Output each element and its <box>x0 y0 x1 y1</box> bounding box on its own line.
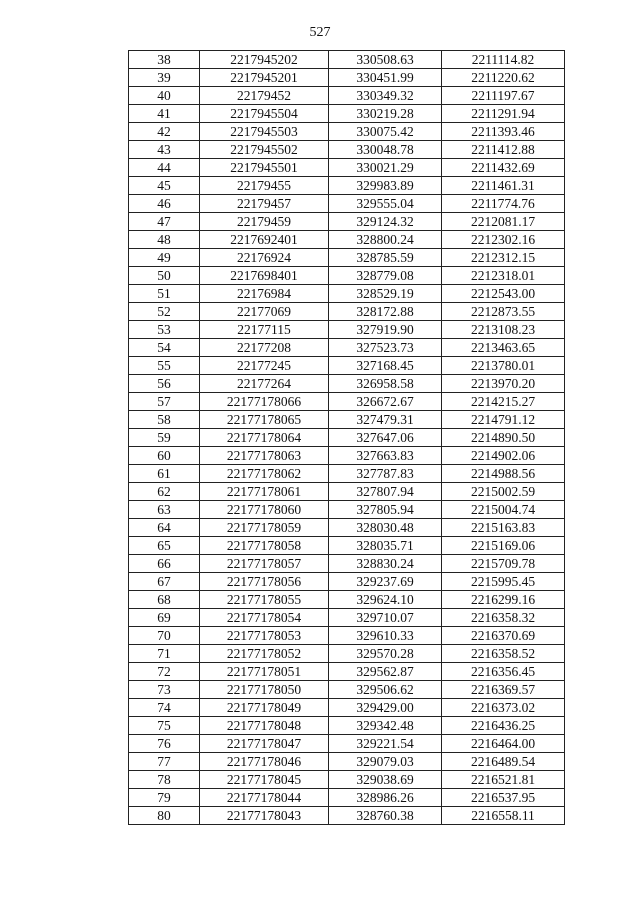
table-row <box>129 339 565 357</box>
point-id-cell: 22177178062 <box>200 465 329 483</box>
coordinates-table <box>128 50 565 825</box>
y-coordinate-cell: 2211220.62 <box>442 69 565 87</box>
point-id-cell: 2217692401 <box>200 231 329 249</box>
table-row <box>129 537 565 555</box>
y-coordinate-cell: 2212312.15 <box>442 249 565 267</box>
point-id-cell: 22177178057 <box>200 555 329 573</box>
point-id-cell: 22176924 <box>200 249 329 267</box>
point-id-cell: 22176984 <box>200 285 329 303</box>
point-number-cell: 47 <box>129 213 200 231</box>
table-row <box>129 753 565 771</box>
x-coordinate-cell: 327663.83 <box>329 447 442 465</box>
y-coordinate-cell: 2216537.95 <box>442 789 565 807</box>
table-row <box>129 465 565 483</box>
table-row <box>129 789 565 807</box>
y-coordinate-cell: 2211432.69 <box>442 159 565 177</box>
x-coordinate-cell: 329237.69 <box>329 573 442 591</box>
table-row <box>129 105 565 123</box>
x-coordinate-cell: 327168.45 <box>329 357 442 375</box>
y-coordinate-cell: 2212873.55 <box>442 303 565 321</box>
x-coordinate-cell: 327787.83 <box>329 465 442 483</box>
point-number-cell: 44 <box>129 159 200 177</box>
point-id-cell: 2217945202 <box>200 51 329 69</box>
point-number-cell: 65 <box>129 537 200 555</box>
y-coordinate-cell: 2216356.45 <box>442 663 565 681</box>
table-row <box>129 411 565 429</box>
point-id-cell: 2217945501 <box>200 159 329 177</box>
x-coordinate-cell: 329983.89 <box>329 177 442 195</box>
point-number-cell: 76 <box>129 735 200 753</box>
x-coordinate-cell: 329710.07 <box>329 609 442 627</box>
table-row <box>129 231 565 249</box>
table-row <box>129 645 565 663</box>
point-id-cell: 22177178056 <box>200 573 329 591</box>
point-number-cell: 40 <box>129 87 200 105</box>
y-coordinate-cell: 2215002.59 <box>442 483 565 501</box>
point-id-cell: 22177178059 <box>200 519 329 537</box>
y-coordinate-cell: 2216370.69 <box>442 627 565 645</box>
y-coordinate-cell: 2216358.32 <box>442 609 565 627</box>
table-row <box>129 195 565 213</box>
point-number-cell: 80 <box>129 807 200 825</box>
x-coordinate-cell: 326672.67 <box>329 393 442 411</box>
point-id-cell: 22177178053 <box>200 627 329 645</box>
point-id-cell: 22177115 <box>200 321 329 339</box>
point-number-cell: 46 <box>129 195 200 213</box>
point-number-cell: 50 <box>129 267 200 285</box>
point-id-cell: 22177178043 <box>200 807 329 825</box>
table-row <box>129 807 565 825</box>
x-coordinate-cell: 327807.94 <box>329 483 442 501</box>
table-row <box>129 285 565 303</box>
y-coordinate-cell: 2214791.12 <box>442 411 565 429</box>
point-number-cell: 68 <box>129 591 200 609</box>
y-coordinate-cell: 2214902.06 <box>442 447 565 465</box>
table-row <box>129 663 565 681</box>
point-number-cell: 62 <box>129 483 200 501</box>
point-number-cell: 77 <box>129 753 200 771</box>
y-coordinate-cell: 2211393.46 <box>442 123 565 141</box>
table-row <box>129 141 565 159</box>
table-row <box>129 483 565 501</box>
table-row <box>129 735 565 753</box>
page-number: 527 <box>309 25 331 40</box>
point-id-cell: 22177069 <box>200 303 329 321</box>
table-row <box>129 771 565 789</box>
y-coordinate-cell: 2214988.56 <box>442 465 565 483</box>
point-id-cell: 22177178064 <box>200 429 329 447</box>
x-coordinate-cell: 327479.31 <box>329 411 442 429</box>
x-coordinate-cell: 328800.24 <box>329 231 442 249</box>
point-number-cell: 43 <box>129 141 200 159</box>
point-id-cell: 22177178061 <box>200 483 329 501</box>
table-row <box>129 447 565 465</box>
table-row <box>129 555 565 573</box>
point-number-cell: 58 <box>129 411 200 429</box>
y-coordinate-cell: 2211774.76 <box>442 195 565 213</box>
point-number-cell: 67 <box>129 573 200 591</box>
x-coordinate-cell: 327647.06 <box>329 429 442 447</box>
table-row <box>129 519 565 537</box>
y-coordinate-cell: 2212302.16 <box>442 231 565 249</box>
point-number-cell: 42 <box>129 123 200 141</box>
point-id-cell: 22177178054 <box>200 609 329 627</box>
point-number-cell: 71 <box>129 645 200 663</box>
y-coordinate-cell: 2211412.88 <box>442 141 565 159</box>
y-coordinate-cell: 2211461.31 <box>442 177 565 195</box>
x-coordinate-cell: 330075.42 <box>329 123 442 141</box>
point-id-cell: 2217945201 <box>200 69 329 87</box>
point-number-cell: 72 <box>129 663 200 681</box>
point-id-cell: 2217698401 <box>200 267 329 285</box>
point-id-cell: 22179455 <box>200 177 329 195</box>
point-number-cell: 51 <box>129 285 200 303</box>
table-row <box>129 609 565 627</box>
point-id-cell: 22177178046 <box>200 753 329 771</box>
point-number-cell: 45 <box>129 177 200 195</box>
y-coordinate-cell: 2212081.17 <box>442 213 565 231</box>
table-row <box>129 249 565 267</box>
y-coordinate-cell: 2211197.67 <box>442 87 565 105</box>
point-number-cell: 78 <box>129 771 200 789</box>
x-coordinate-cell: 329221.54 <box>329 735 442 753</box>
table-row <box>129 681 565 699</box>
y-coordinate-cell: 2215709.78 <box>442 555 565 573</box>
point-number-cell: 73 <box>129 681 200 699</box>
point-id-cell: 22179459 <box>200 213 329 231</box>
point-number-cell: 70 <box>129 627 200 645</box>
table-row <box>129 123 565 141</box>
point-id-cell: 22177264 <box>200 375 329 393</box>
y-coordinate-cell: 2216358.52 <box>442 645 565 663</box>
point-number-cell: 61 <box>129 465 200 483</box>
y-coordinate-cell: 2215004.74 <box>442 501 565 519</box>
point-id-cell: 22177178066 <box>200 393 329 411</box>
point-number-cell: 59 <box>129 429 200 447</box>
x-coordinate-cell: 328035.71 <box>329 537 442 555</box>
table-row <box>129 177 565 195</box>
x-coordinate-cell: 327523.73 <box>329 339 442 357</box>
table-row <box>129 357 565 375</box>
point-number-cell: 39 <box>129 69 200 87</box>
y-coordinate-cell: 2215995.45 <box>442 573 565 591</box>
y-coordinate-cell: 2216369.57 <box>442 681 565 699</box>
point-id-cell: 22177178050 <box>200 681 329 699</box>
point-id-cell: 2217945502 <box>200 141 329 159</box>
y-coordinate-cell: 2213970.20 <box>442 375 565 393</box>
table-row <box>129 303 565 321</box>
point-number-cell: 38 <box>129 51 200 69</box>
point-id-cell: 22177178051 <box>200 663 329 681</box>
table-body <box>129 51 565 825</box>
y-coordinate-cell: 2216373.02 <box>442 699 565 717</box>
y-coordinate-cell: 2213780.01 <box>442 357 565 375</box>
point-number-cell: 52 <box>129 303 200 321</box>
x-coordinate-cell: 330508.63 <box>329 51 442 69</box>
table-row <box>129 393 565 411</box>
x-coordinate-cell: 329506.62 <box>329 681 442 699</box>
x-coordinate-cell: 329610.33 <box>329 627 442 645</box>
x-coordinate-cell: 328830.24 <box>329 555 442 573</box>
table-row <box>129 717 565 735</box>
x-coordinate-cell: 329038.69 <box>329 771 442 789</box>
point-id-cell: 22179452 <box>200 87 329 105</box>
y-coordinate-cell: 2212318.01 <box>442 267 565 285</box>
y-coordinate-cell: 2216299.16 <box>442 591 565 609</box>
point-number-cell: 69 <box>129 609 200 627</box>
x-coordinate-cell: 329429.00 <box>329 699 442 717</box>
point-id-cell: 22179457 <box>200 195 329 213</box>
point-number-cell: 57 <box>129 393 200 411</box>
y-coordinate-cell: 2214890.50 <box>442 429 565 447</box>
point-id-cell: 22177178045 <box>200 771 329 789</box>
point-number-cell: 63 <box>129 501 200 519</box>
y-coordinate-cell: 2211291.94 <box>442 105 565 123</box>
table-row <box>129 699 565 717</box>
point-number-cell: 64 <box>129 519 200 537</box>
point-number-cell: 79 <box>129 789 200 807</box>
point-number-cell: 41 <box>129 105 200 123</box>
table-row <box>129 267 565 285</box>
y-coordinate-cell: 2216521.81 <box>442 771 565 789</box>
table-row <box>129 69 565 87</box>
x-coordinate-cell: 328779.08 <box>329 267 442 285</box>
x-coordinate-cell: 329124.32 <box>329 213 442 231</box>
x-coordinate-cell: 328172.88 <box>329 303 442 321</box>
point-id-cell: 22177178060 <box>200 501 329 519</box>
x-coordinate-cell: 330048.78 <box>329 141 442 159</box>
x-coordinate-cell: 328760.38 <box>329 807 442 825</box>
x-coordinate-cell: 330021.29 <box>329 159 442 177</box>
x-coordinate-cell: 326958.58 <box>329 375 442 393</box>
y-coordinate-cell: 2216436.25 <box>442 717 565 735</box>
x-coordinate-cell: 327919.90 <box>329 321 442 339</box>
table-row <box>129 591 565 609</box>
point-number-cell: 53 <box>129 321 200 339</box>
point-number-cell: 75 <box>129 717 200 735</box>
point-number-cell: 66 <box>129 555 200 573</box>
y-coordinate-cell: 2216464.00 <box>442 735 565 753</box>
point-id-cell: 22177178047 <box>200 735 329 753</box>
y-coordinate-cell: 2213108.23 <box>442 321 565 339</box>
x-coordinate-cell: 327805.94 <box>329 501 442 519</box>
table-row <box>129 159 565 177</box>
table-row <box>129 213 565 231</box>
x-coordinate-cell: 329555.04 <box>329 195 442 213</box>
point-id-cell: 22177208 <box>200 339 329 357</box>
point-id-cell: 22177245 <box>200 357 329 375</box>
point-number-cell: 55 <box>129 357 200 375</box>
point-number-cell: 60 <box>129 447 200 465</box>
table-row <box>129 627 565 645</box>
y-coordinate-cell: 2215163.83 <box>442 519 565 537</box>
point-number-cell: 54 <box>129 339 200 357</box>
point-id-cell: 22177178044 <box>200 789 329 807</box>
point-id-cell: 22177178058 <box>200 537 329 555</box>
table-row <box>129 375 565 393</box>
x-coordinate-cell: 329624.10 <box>329 591 442 609</box>
point-number-cell: 48 <box>129 231 200 249</box>
x-coordinate-cell: 330451.99 <box>329 69 442 87</box>
point-id-cell: 22177178065 <box>200 411 329 429</box>
point-id-cell: 2217945503 <box>200 123 329 141</box>
point-id-cell: 22177178049 <box>200 699 329 717</box>
y-coordinate-cell: 2212543.00 <box>442 285 565 303</box>
y-coordinate-cell: 2216558.11 <box>442 807 565 825</box>
x-coordinate-cell: 328030.48 <box>329 519 442 537</box>
y-coordinate-cell: 2215169.06 <box>442 537 565 555</box>
table-row <box>129 501 565 519</box>
point-id-cell: 22177178048 <box>200 717 329 735</box>
table-row <box>129 429 565 447</box>
point-id-cell: 2217945504 <box>200 105 329 123</box>
point-id-cell: 22177178063 <box>200 447 329 465</box>
x-coordinate-cell: 329570.28 <box>329 645 442 663</box>
x-coordinate-cell: 329079.03 <box>329 753 442 771</box>
point-id-cell: 22177178052 <box>200 645 329 663</box>
x-coordinate-cell: 328785.59 <box>329 249 442 267</box>
x-coordinate-cell: 328986.26 <box>329 789 442 807</box>
table-row <box>129 51 565 69</box>
y-coordinate-cell: 2214215.27 <box>442 393 565 411</box>
y-coordinate-cell: 2211114.82 <box>442 51 565 69</box>
x-coordinate-cell: 328529.19 <box>329 285 442 303</box>
x-coordinate-cell: 330219.28 <box>329 105 442 123</box>
point-id-cell: 22177178055 <box>200 591 329 609</box>
table-row <box>129 87 565 105</box>
y-coordinate-cell: 2213463.65 <box>442 339 565 357</box>
table-row <box>129 573 565 591</box>
point-number-cell: 74 <box>129 699 200 717</box>
point-number-cell: 49 <box>129 249 200 267</box>
x-coordinate-cell: 329562.87 <box>329 663 442 681</box>
x-coordinate-cell: 330349.32 <box>329 87 442 105</box>
x-coordinate-cell: 329342.48 <box>329 717 442 735</box>
table-row <box>129 321 565 339</box>
point-number-cell: 56 <box>129 375 200 393</box>
y-coordinate-cell: 2216489.54 <box>442 753 565 771</box>
